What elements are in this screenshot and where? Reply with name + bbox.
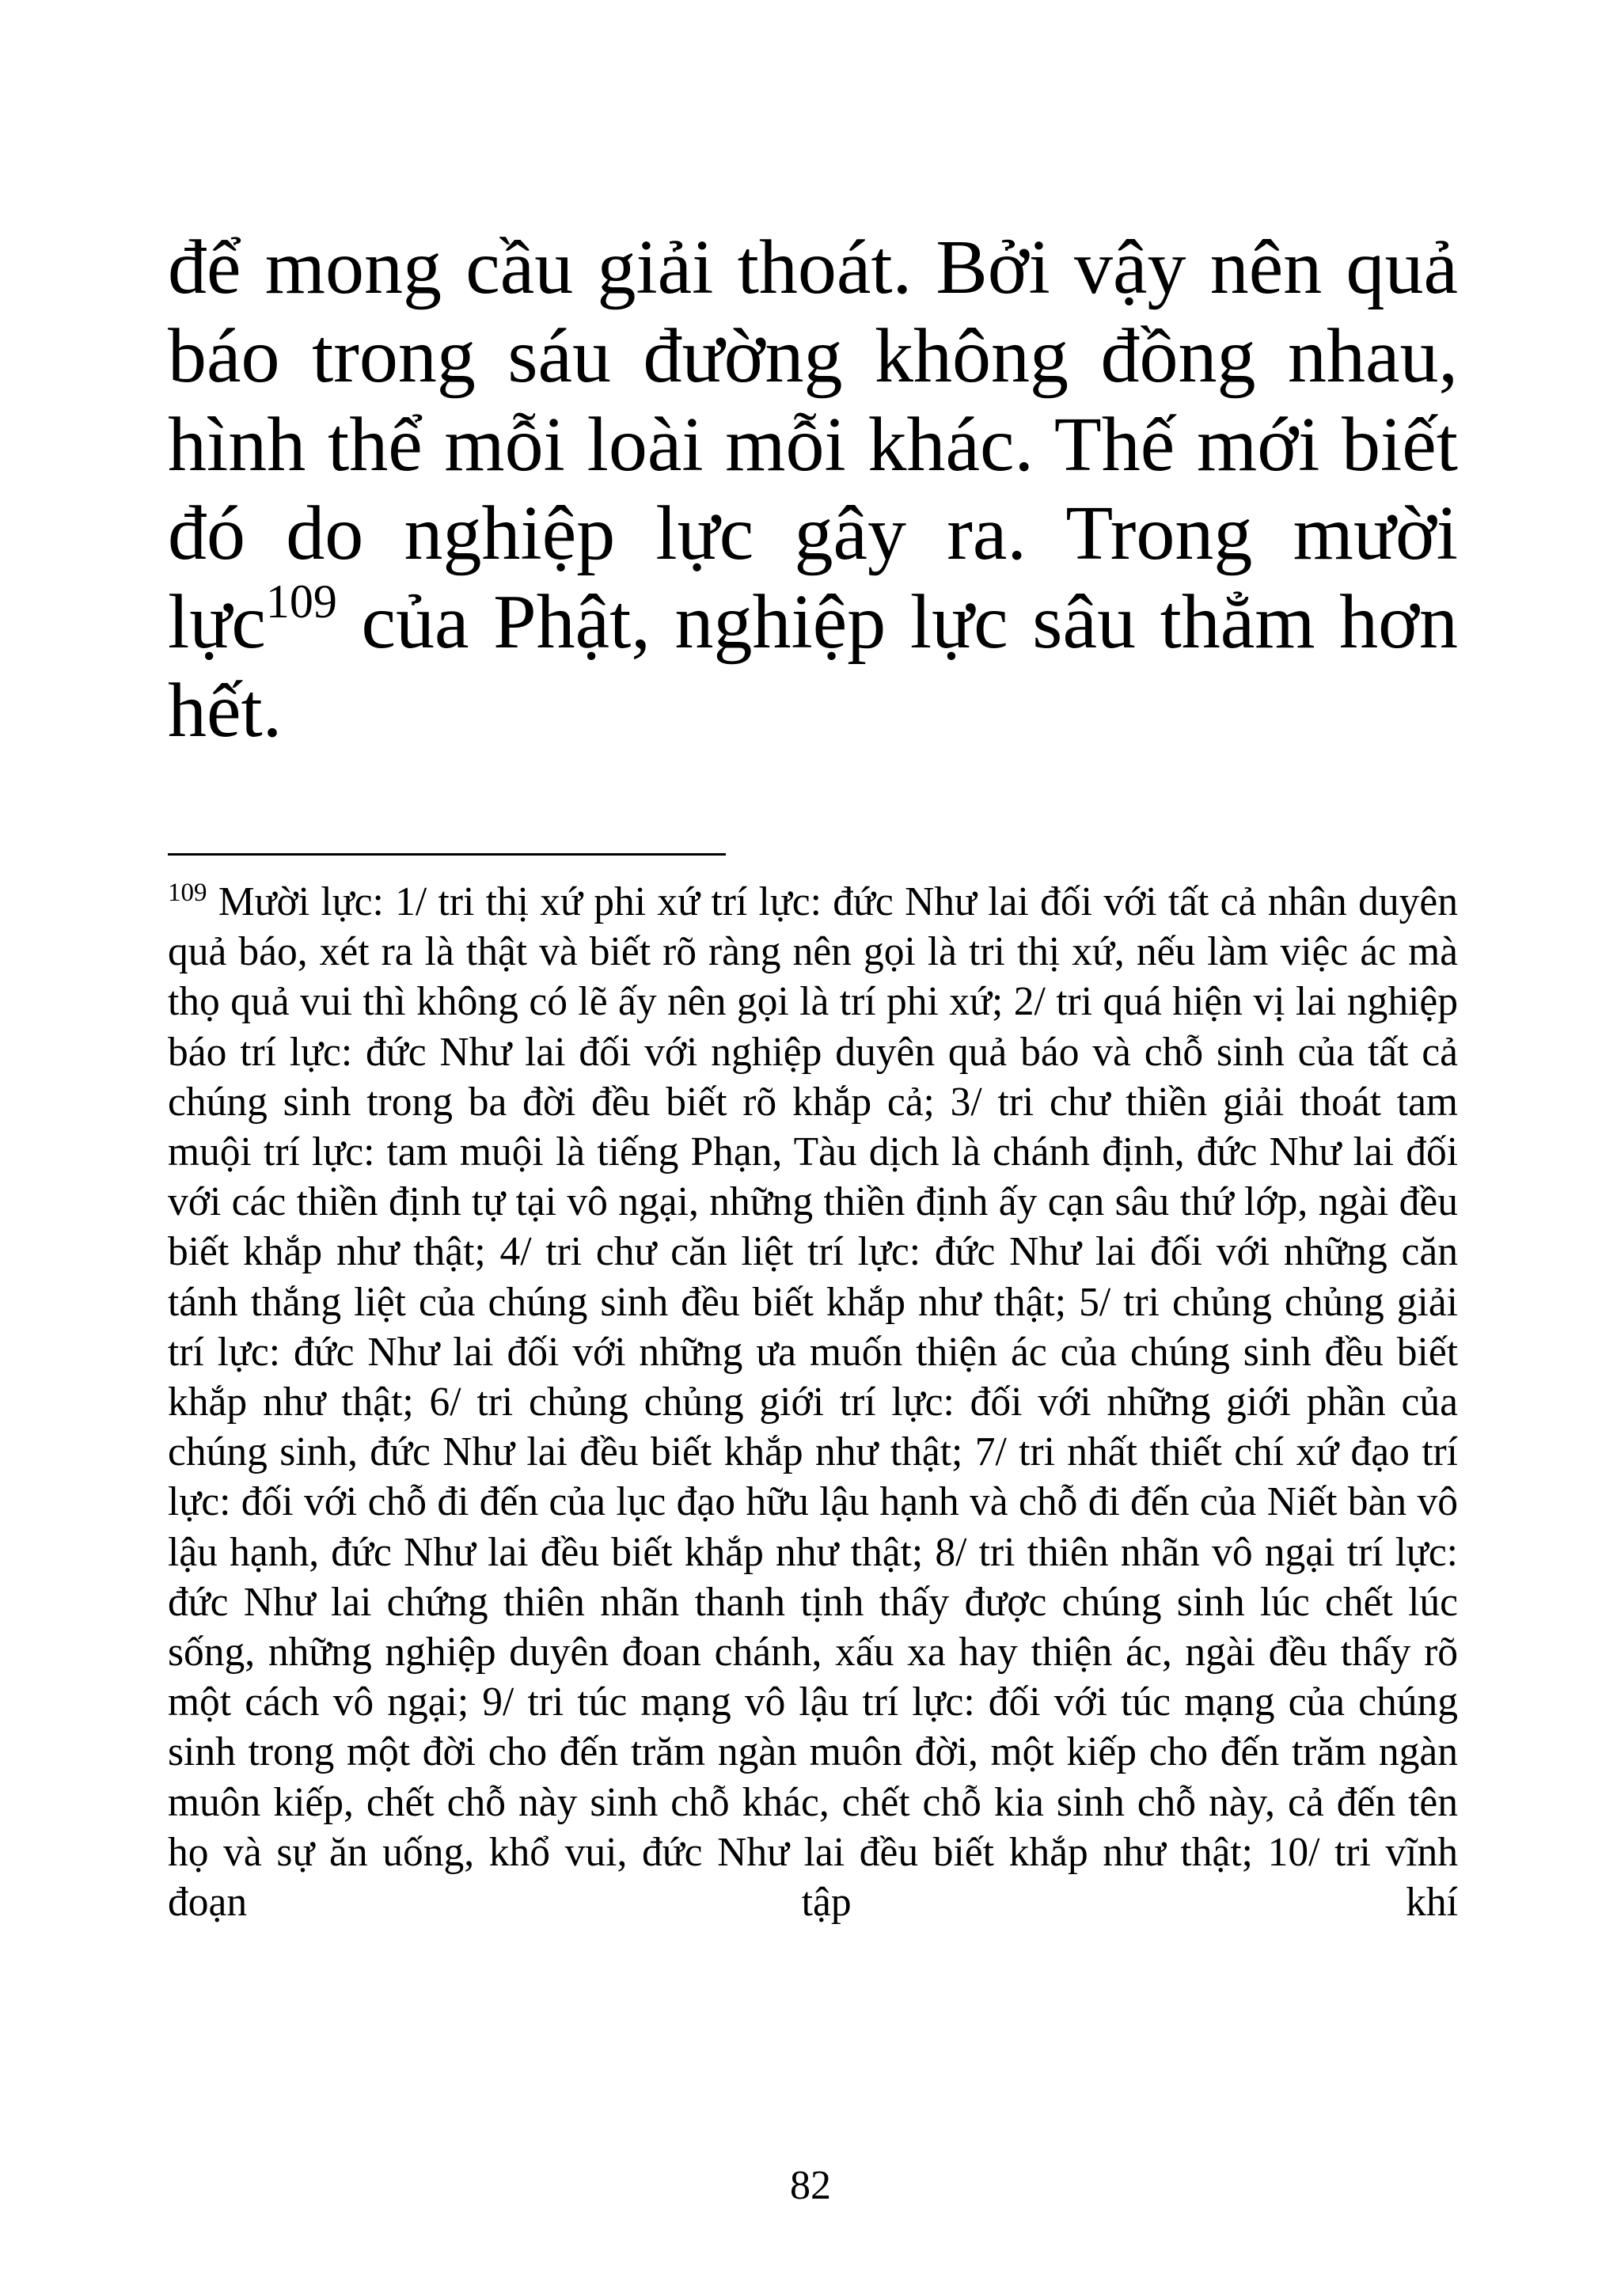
footnote-number: 109 [168,878,207,907]
footnote-separator [168,853,726,856]
body-paragraph [168,223,1458,755]
page-number: 82 [790,2163,831,2208]
footnote-text: Mười lực: 1/ tri thị xứ phi xứ trí lực: đức Như lai đối với tất cả nhân duyên quả báo, xét ra là thật và biết rõ ràng nên gọi là tri thị xứ, nếu làm việc ác mà thọ quả vui thì không có lẽ ấy nên gọi là trí phi xứ; 2/ tri quá hiện vị lai nghiệp báo trí lực: đức Như lai đối với nghiệp duyên quả báo và chỗ sinh của tất cả chúng sinh trong ba đời đều biết rõ khắp cả; 3/ tri chư thiền giải thoát tam muội trí lực: tam muội là tiếng Phạn, Tàu dịch là chánh định, đức Như lai đối với các thiền định tự tại vô ngại, những thiền định ấy cạn sâu thứ lớp, ngài đều biết khắp như thật; 4/ tri chư căn liệt trí lực: đức Như lai đối với những căn tánh thắng liệt của chúng sinh đều biết khắp như thật; 5/ tri chủng chủng giải trí lực: đức Như lai đối với những ưa muốn thiện ác của chúng sinh đều biết khắp như thật; 6/ tri chủng chủng giới trí lực: đối với những giới phần của chúng sinh, đức Như lai đều biết khắp như thật; 7/ tri nhất thiết chí xứ đạo trí lực: đối với chỗ đi đến của lục đạo hữu lậu hạnh và chỗ đi đến của Niết bàn vô lậu hạnh, đức Như lai đều biết khắp như thật; 8/ tri thiên nhãn vô ngại trí lực: đức Như lai chứng thiên nhãn thanh tịnh thấy được chúng sinh lúc chết lúc sống, những nghiệp duyên đoan chánh, xấu xa hay thiện ác, ngài đều thấy rõ một cách vô ngại; 9/ tri túc mạng vô lậu trí lực: đối với túc mạng của chúng sinh trong một đời cho đến trăm ngàn muôn đời, một kiếp cho đến trăm ngàn muôn kiếp, chết chỗ này sinh chỗ khác, chết chỗ kia sinh chỗ này, cả đến tên họ và sự ăn uống, khổ vui, đức Như lai đều biết khắp như thật; 10/ tri vĩnh đoạn tập khí [168,879,1458,1926]
footnote [168,877,1458,1927]
body-text-before-ref: để mong cầu giải thoát. Bởi vậy nên quả báo trong sáu đường không đồng nhau, hình thể mỗi loài mỗi khác. Thế mới biết đó do nghiệp lực gây ra. Trong mười lực [168,225,1458,665]
footnote-reference: 109 [265,575,337,628]
body-text-after-ref: của Phật, nghiệp lực sâu thẳm hơn hết. [168,579,1458,753]
